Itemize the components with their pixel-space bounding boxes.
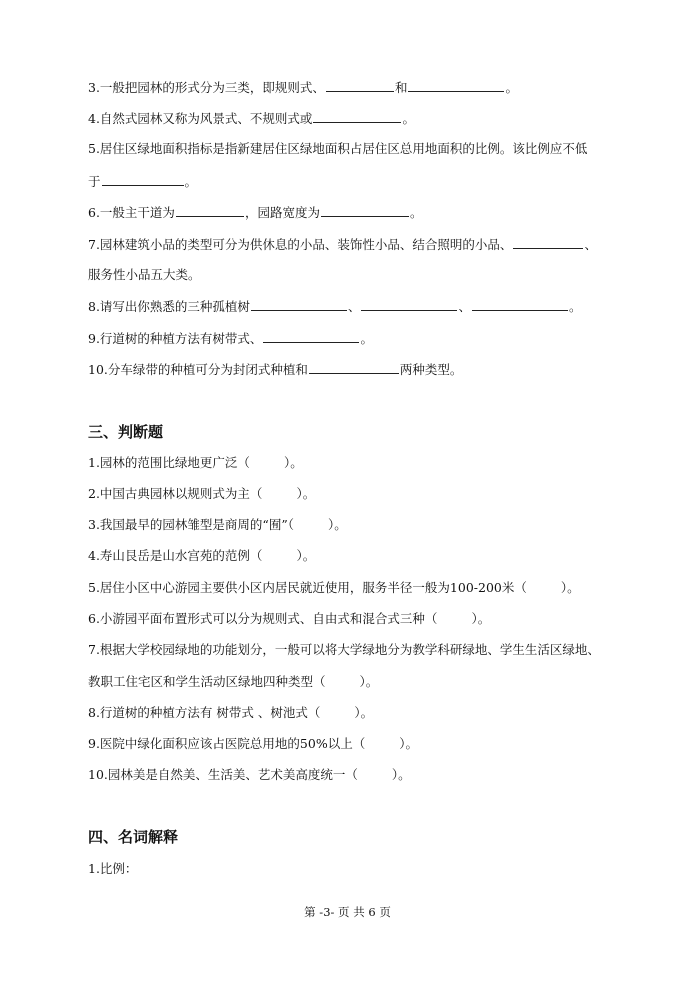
item-text: ）。 (296, 486, 316, 501)
question-text: 和 (394, 80, 408, 95)
judgment-item (88, 767, 411, 783)
item-text: 5.居住小区中心游园主要供小区内居民就近使用，服务半径一般为100-200米（ (88, 580, 527, 595)
page-footer: 第 -3- 页 共 6 页 (304, 905, 391, 919)
judgment-item (88, 580, 580, 596)
question-text: 于 (88, 174, 101, 189)
item-text: 3.我国最早的园林雏型是商周的“囿”（ (88, 517, 294, 532)
question-text: 。 (568, 299, 582, 314)
answer-blank[interactable] (309, 361, 399, 374)
item-text: ）。 (283, 455, 303, 470)
answer-blank[interactable] (102, 173, 184, 186)
item-text: ）。 (560, 580, 580, 595)
answer-blank[interactable] (313, 110, 401, 123)
question-text: 两种类型。 (399, 362, 463, 377)
question-5-line-1: 5.居住区绿地面积指标是指新建居住区绿地面积占居住区总用地面积的比例。该比例应不低 (88, 141, 588, 156)
item-text: ）。 (399, 736, 418, 751)
item-text: 9.医院中绿化面积应该占医院总用地的50%以上（ (88, 736, 366, 751)
question-9 (88, 330, 373, 347)
item-text: 6.小游园平面布置形式可以分为规则式、自由式和混合式三种（ (88, 611, 438, 626)
question-text: 。 (409, 205, 423, 220)
item-text: 10.园林美是自然美、生活美、艺术美高度统一（ (88, 767, 358, 782)
item-text: 7.根据大学校园绿地的功能划分，一般可以将大学绿地分为教学科研绿地、学生生活区绿地、 (88, 642, 600, 657)
question-text: 4.自然式园林又称为风景式、不规则式或 (88, 111, 313, 126)
item-text: ）。 (471, 611, 491, 626)
answer-blank[interactable] (176, 204, 244, 217)
question-text: 10.分车绿带的种植可分为封闭式种植和 (88, 362, 308, 377)
question-text: ，园路宽度为 (244, 205, 320, 220)
judgment-item (88, 642, 600, 658)
question-7-line-1 (88, 236, 597, 253)
item-text: ）。 (391, 767, 411, 782)
judgment-item (88, 486, 315, 502)
question-10 (88, 361, 462, 378)
judgment-item (88, 705, 373, 721)
answer-blank[interactable] (513, 236, 583, 249)
item-text: 2.中国古典园林以规则式为主（ (88, 486, 263, 501)
item-text: 8.行道树的种植方法有 树带式 、树池式（ (88, 705, 321, 720)
question-text: 7.园林建筑小品的类型可分为供休息的小品、装饰性小品、结合照明的小品、 (88, 237, 513, 252)
question-text: 。 (505, 80, 518, 95)
question-7-line-2: 服务性小品五大类。 (88, 267, 201, 282)
answer-blank[interactable] (361, 298, 457, 311)
definition-item: 1.比例： (88, 861, 138, 876)
answer-blank[interactable] (251, 298, 347, 311)
item-text: ）。 (359, 674, 379, 689)
question-text: 、 (584, 237, 597, 252)
judgment-item (88, 736, 418, 752)
answer-blank[interactable] (472, 298, 568, 311)
answer-blank[interactable] (326, 79, 394, 92)
judgment-item (88, 517, 347, 533)
answer-blank[interactable] (408, 79, 504, 92)
question-8 (88, 298, 581, 315)
item-text: ）。 (296, 548, 316, 563)
question-text: 8.请写出你熟悉的三种孤植树 (88, 299, 250, 314)
answer-blank[interactable] (321, 204, 409, 217)
question-text: 。 (360, 331, 373, 346)
question-text: 。 (402, 111, 415, 126)
question-5-line-2 (88, 173, 197, 190)
separator: 、 (458, 299, 471, 314)
item-text: 1.园林的范围比绿地更广泛（ (88, 455, 250, 470)
question-text: 9.行道树的种植方法有树带式、 (88, 331, 263, 346)
judgment-item (88, 548, 315, 564)
item-text: ）。 (327, 517, 347, 532)
section-title-judgment: 三、判断题 (88, 423, 164, 441)
question-3 (88, 79, 518, 96)
question-6 (88, 204, 422, 221)
judgment-item (88, 611, 490, 627)
section-title-definitions: 四、名词解释 (88, 828, 179, 846)
judgment-item (88, 455, 303, 471)
answer-blank[interactable] (263, 330, 359, 343)
item-text: ）。 (354, 705, 374, 720)
question-4 (88, 110, 415, 127)
item-text: 4.寿山艮岳是山水宫苑的范例（ (88, 548, 263, 563)
item-text: 教职工住宅区和学生活动区绿地四种类型（ (88, 674, 326, 689)
question-text: 6.一般主干道为 (88, 205, 175, 220)
question-text: 3.一般把园林的形式分为三类，即规则式、 (88, 80, 325, 95)
question-text: 。 (184, 174, 198, 189)
judgment-item (88, 674, 378, 690)
separator: 、 (347, 299, 361, 314)
